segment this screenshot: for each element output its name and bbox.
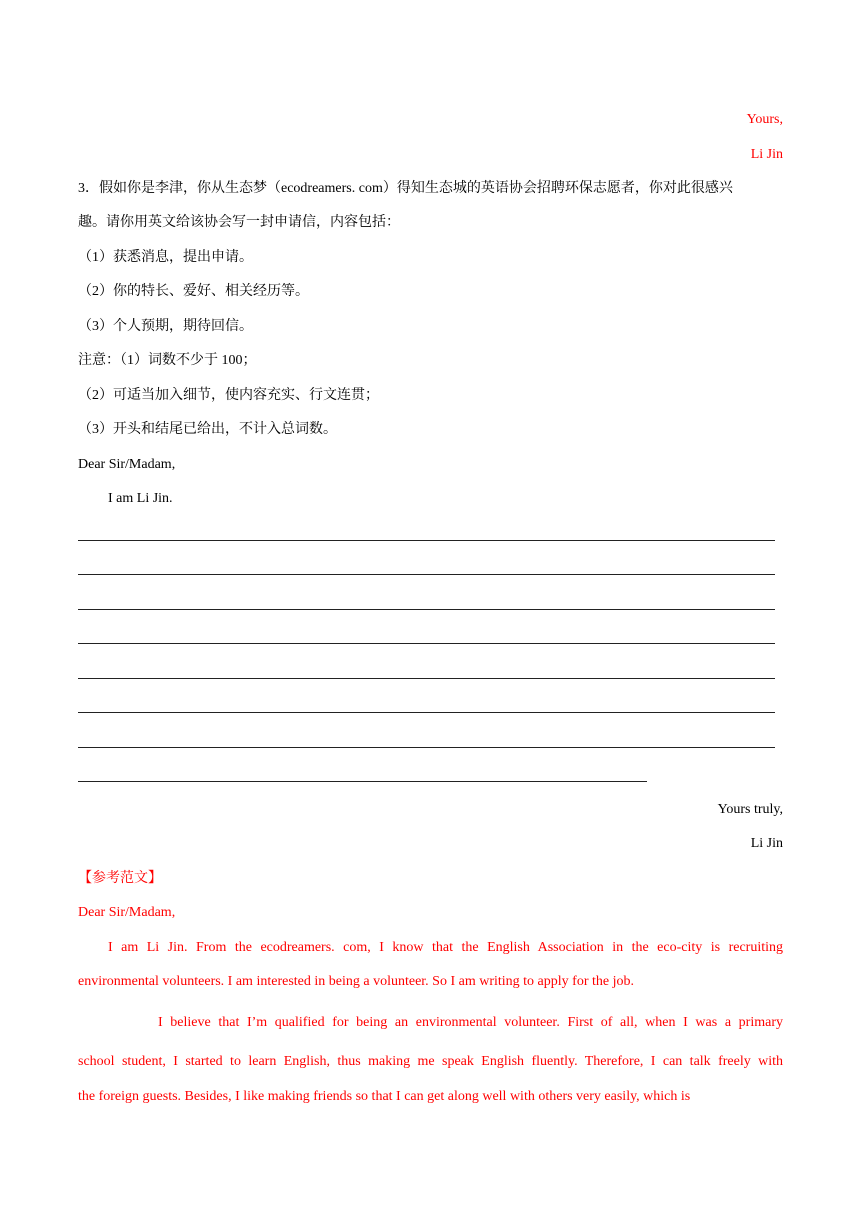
writing-line bbox=[78, 574, 775, 575]
question-item-2: （2）你的特长、爱好、相关经历等。 bbox=[78, 284, 309, 299]
question-line-2: 趣。请你用英文给该协会写一封申请信，内容包括： bbox=[78, 215, 400, 230]
writing-line bbox=[78, 609, 775, 610]
note-3: （3）开头和结尾已给出，不计入总词数。 bbox=[78, 422, 337, 437]
letter-opening: I am Li Jin. bbox=[108, 491, 173, 506]
answer-greeting: Dear Sir/Madam, bbox=[78, 905, 176, 920]
letter-greeting: Dear Sir/Madam, bbox=[78, 457, 176, 472]
writing-line bbox=[78, 781, 647, 782]
answer-heading: 【参考范文】 bbox=[78, 871, 162, 886]
letter-closing: Yours truly, bbox=[717, 802, 783, 817]
note-1: 注意：（1）词数不少于 100； bbox=[78, 353, 257, 368]
answer-p1-line1: I am Li Jin. From the ecodreamers. com, I know that the English Association in the eco-city is recruiting bbox=[108, 940, 783, 955]
top-closing-name: Li Jin bbox=[750, 147, 783, 162]
answer-p2-line1: I believe that I’m qualified for being an environmental volunteer. First of all, when I was a primary bbox=[158, 1015, 783, 1030]
question-line-1: 3．假如你是李津，你从生态梦（ecodreamers. com）得知生态城的英语协会招聘环保志愿者，你对此很感兴 bbox=[78, 181, 733, 196]
answer-p2-line2: school student, I started to learn English, thus making me speak English fluently. Therefore, I can talk freely with bbox=[78, 1054, 783, 1069]
top-closing-yours: Yours, bbox=[746, 112, 783, 127]
note-2: （2）可适当加入细节，使内容充实、行文连贯； bbox=[78, 388, 379, 403]
answer-p1-line2: environmental volunteers. I am interested in being a volunteer. So I am writing to apply for the job. bbox=[78, 974, 634, 989]
question-item-1: （1）获悉消息，提出申请。 bbox=[78, 250, 253, 265]
writing-line bbox=[78, 747, 775, 748]
writing-line bbox=[78, 643, 775, 644]
question-item-3: （3）个人预期，期待回信。 bbox=[78, 319, 253, 334]
answer-p2-line3: the foreign guests. Besides, I like making friends so that I can get along well with others very easily, which is bbox=[78, 1089, 691, 1104]
writing-line bbox=[78, 712, 775, 713]
writing-line bbox=[78, 540, 775, 541]
writing-line bbox=[78, 678, 775, 679]
letter-name: Li Jin bbox=[750, 836, 783, 851]
